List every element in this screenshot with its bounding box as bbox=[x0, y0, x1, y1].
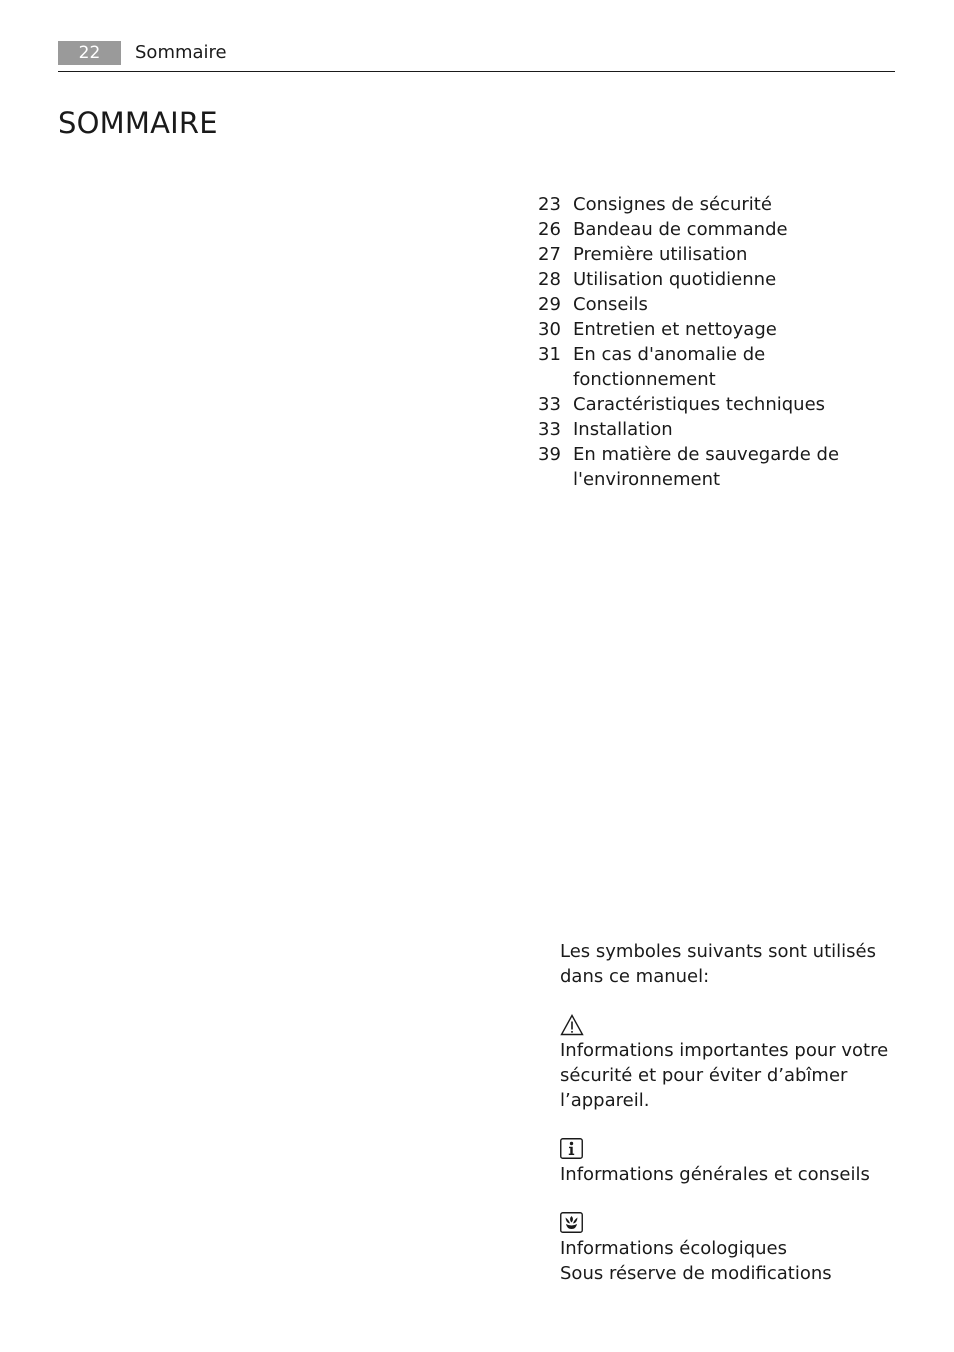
toc-item[interactable] bbox=[538, 292, 898, 317]
toc-item[interactable] bbox=[538, 442, 898, 492]
warning-text: Informations importantes pour votre sécurité et pour éviter d’abîmer l’appareil. bbox=[560, 1040, 889, 1111]
page-number: 22 bbox=[58, 41, 121, 65]
info-icon bbox=[560, 1138, 900, 1162]
toc-item[interactable] bbox=[538, 392, 898, 417]
toc-item[interactable] bbox=[538, 417, 898, 442]
toc-item[interactable] bbox=[538, 267, 898, 292]
toc-label: En cas d'anomalie de fonctionnement bbox=[573, 344, 766, 390]
toc-page-number: 27 bbox=[538, 244, 561, 265]
toc-item[interactable] bbox=[538, 217, 898, 242]
page-title: SOMMAIRE bbox=[58, 106, 218, 140]
toc-label: Utilisation quotidienne bbox=[573, 269, 777, 290]
toc-label: Première utilisation bbox=[573, 244, 748, 265]
toc-item[interactable] bbox=[538, 192, 898, 217]
toc-page-number: 33 bbox=[538, 394, 561, 415]
toc-page-number: 31 bbox=[538, 344, 561, 365]
table-of-contents bbox=[538, 192, 898, 492]
toc-page-number: 26 bbox=[538, 219, 561, 240]
toc-item[interactable] bbox=[538, 342, 898, 392]
toc-page-number: 23 bbox=[538, 194, 561, 215]
toc-page-number: 30 bbox=[538, 319, 561, 340]
toc-item[interactable] bbox=[538, 317, 898, 342]
info-text: Informations générales et conseils bbox=[560, 1164, 870, 1185]
toc-label: Installation bbox=[573, 419, 673, 440]
warning-triangle-icon bbox=[560, 1014, 900, 1038]
toc-item[interactable] bbox=[538, 242, 898, 267]
page-header bbox=[58, 41, 895, 72]
toc-page-number: 29 bbox=[538, 294, 561, 315]
toc-label: Entretien et nettoyage bbox=[573, 319, 777, 340]
eco-flower-icon bbox=[560, 1212, 900, 1236]
eco-text: Informations écologiques bbox=[560, 1238, 788, 1259]
toc-label: Conseils bbox=[573, 294, 648, 315]
toc-page-number: 39 bbox=[538, 444, 561, 465]
header-section-title: Sommaire bbox=[135, 42, 227, 63]
toc-page-number: 28 bbox=[538, 269, 561, 290]
toc-label: Bandeau de commande bbox=[573, 219, 788, 240]
symbols-legend bbox=[560, 939, 900, 1286]
toc-label: En matière de sauvegarde de l'environnement bbox=[573, 444, 840, 490]
toc-label: Consignes de sécurité bbox=[573, 194, 772, 215]
toc-page-number: 33 bbox=[538, 419, 561, 440]
disclaimer-text: Sous réserve de modifications bbox=[560, 1263, 832, 1284]
symbols-intro: Les symboles suivants sont utilisés dans ce manuel: bbox=[560, 941, 876, 987]
toc-label: Caractéristiques techniques bbox=[573, 394, 826, 415]
